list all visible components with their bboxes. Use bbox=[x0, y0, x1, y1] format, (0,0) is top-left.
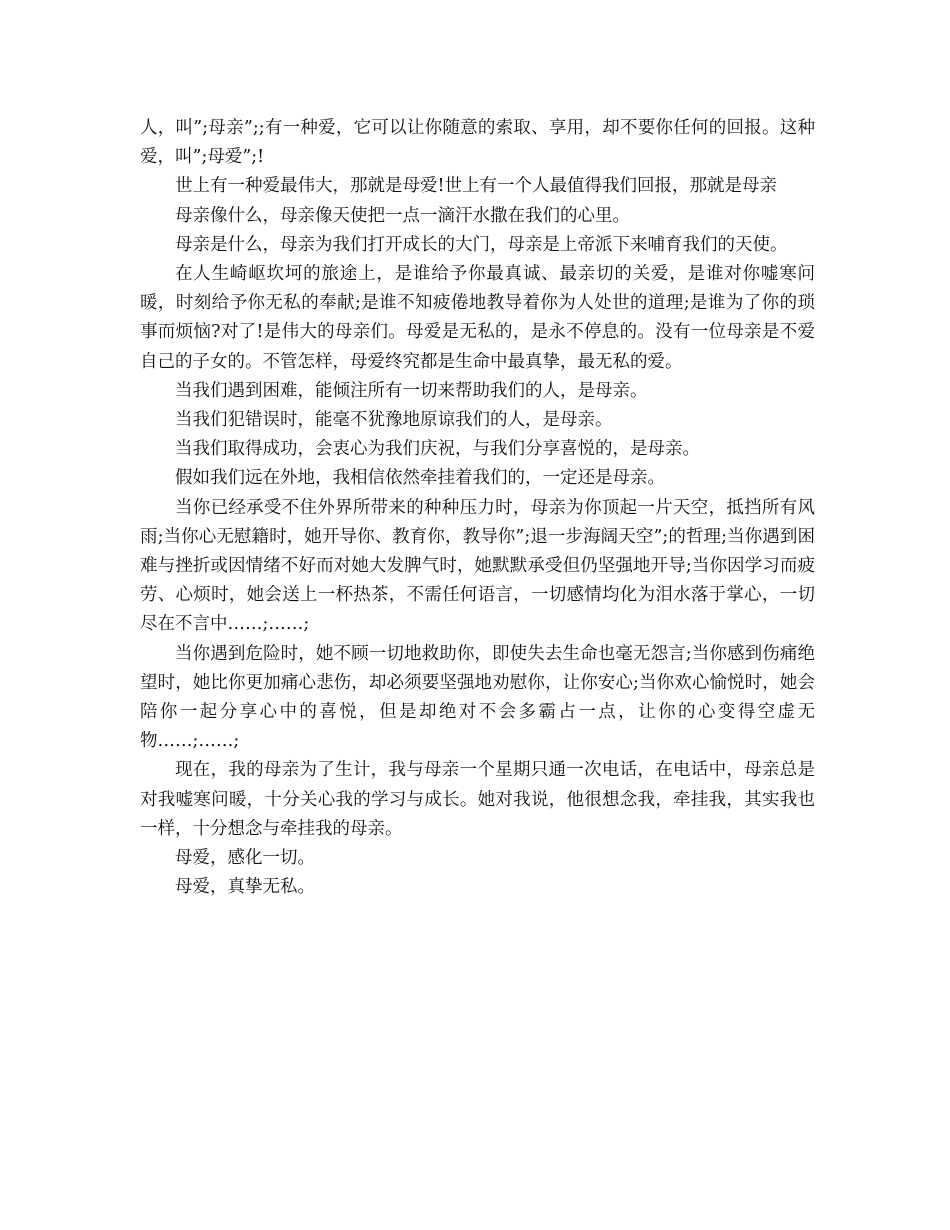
paragraph-1: 人，叫”;母亲”;;有一种爱，它可以让你随意的索取、享用，却不要你任何的回报。这种爱，叫”;母爱”;! bbox=[140, 118, 815, 168]
paragraph-8: 当我们取得成功，会衷心为我们庆祝，与我们分享喜悦的，是母亲。 bbox=[175, 439, 700, 460]
document-page bbox=[140, 114, 815, 902]
paragraph-5: 在人生崎岖坎坷的旅途上，是谁给予你最真诚、最亲切的关爱，是谁对你嘘寒问暖，时刻给予你无私的奉献;是谁不知疲倦地教导着你为人处世的道理;是谁为了你的琐事而烦恼?对了!是伟大的母亲们。母爱是无私的，是永不停息的。没有一位母亲是不爱自己的子女的。不管怎样，母爱终究都是生命中最真挚，最无私的爱。 bbox=[140, 264, 815, 372]
paragraph-7: 当我们犯错误时，能毫不犹豫地原谅我们的人，是母亲。 bbox=[175, 410, 613, 431]
paragraph-11: 当你遇到危险时，她不顾一切地救助你，即使失去生命也毫无怨言;当你感到伤痛绝望时，她比你更加痛心悲伤，却必须要坚强地劝慰你，让你安心;当你欢心愉悦时，她会陪你一起分享心中的喜悦，但是却绝对不会多霸占一点，让你的心变得空虚无物……;……; bbox=[140, 643, 815, 752]
paragraph-6: 当我们遇到困难，能倾注所有一切来帮助我们的人，是母亲。 bbox=[175, 380, 648, 401]
paragraph-12: 现在，我的母亲为了生计，我与母亲一个星期只通一次电话，在电话中，母亲总是对我嘘寒问暖，十分关心我的学习与成长。她对我说，他很想念我，牵挂我，其实我也一样，十分想念与牵挂我的母亲。 bbox=[140, 760, 815, 839]
paragraph-13: 母爱，感化一切。 bbox=[175, 848, 315, 869]
paragraph-14: 母爱，真挚无私。 bbox=[175, 877, 315, 898]
paragraph-9: 假如我们远在外地，我相信依然牵挂着我们的，一定还是母亲。 bbox=[175, 468, 665, 489]
paragraph-10: 当你已经承受不住外界所带来的种种压力时，母亲为你顶起一片天空，抵挡所有风雨;当你心无慰籍时，她开导你、教育你，教导你”;退一步海阔天空”;的哲理;当你遇到困难与挫折或因情绪不好而对她大发脾气时，她默默承受但仍坚强地开导;当你因学习而疲劳、心烦时，她会送上一杯热茶，不需任何语言，一切感情均化为泪水落于掌心，一切尽在不言中……;……; bbox=[140, 497, 815, 635]
paragraph-4: 母亲是什么，母亲为我们打开成长的大门，母亲是上帝派下来哺育我们的天使。 bbox=[175, 234, 788, 255]
paragraph-2: 世上有一种爱最伟大，那就是母爱!世上有一个人最值得我们回报，那就是母亲 bbox=[175, 176, 778, 197]
paragraph-3: 母亲像什么，母亲像天使把一点一滴汗水撒在我们的心里。 bbox=[175, 205, 630, 226]
